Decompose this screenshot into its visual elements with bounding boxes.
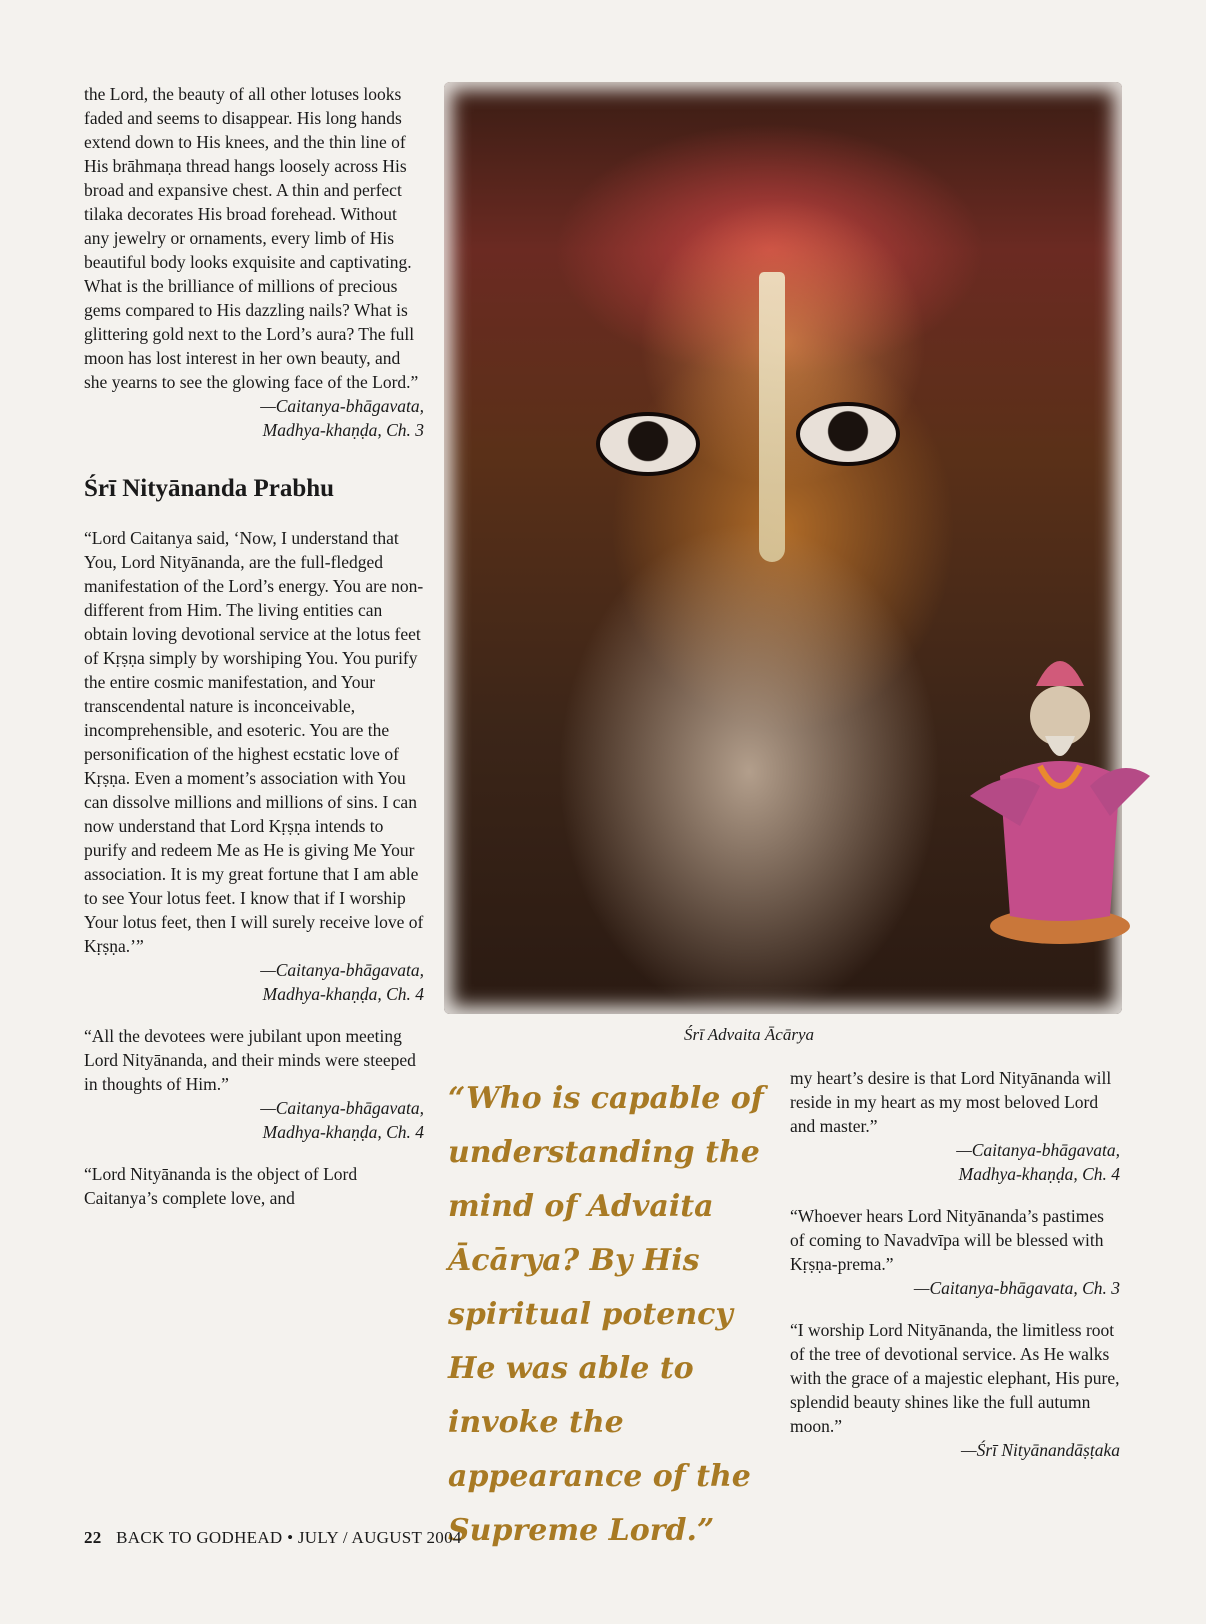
citation bbox=[790, 1276, 1120, 1300]
citation bbox=[84, 958, 424, 1006]
issue-date: JULY / AUGUST 2004 bbox=[297, 1528, 462, 1547]
left-column bbox=[84, 82, 424, 1210]
article-paragraph: “Lord Nityānanda is the object of Lord Caitanya’s complete love, and bbox=[84, 1164, 358, 1208]
page-number: 22 bbox=[84, 1528, 102, 1547]
citation-line: —Caitanya-bhāgavata, bbox=[956, 1140, 1120, 1160]
citation-line: —Caitanya-bhāgavata, bbox=[260, 960, 424, 980]
article-paragraph: “Whoever hears Lord Nityānanda’s pastimes of coming to Navadvīpa will be blessed with Kṛṣṇa-prema.” bbox=[790, 1206, 1104, 1274]
citation bbox=[84, 394, 424, 442]
citation-line: Madhya-khaṇḍa, Ch. 3 bbox=[262, 420, 424, 440]
citation-line: —Caitanya-bhāgavata, bbox=[260, 396, 424, 416]
section-heading: Śrī Nityānanda Prabhu bbox=[84, 475, 335, 502]
deity-eye-right bbox=[796, 402, 900, 466]
citation-line: —Śrī Nityānandāṣṭaka bbox=[961, 1440, 1120, 1460]
article-paragraph: the Lord, the beauty of all other lotuses looks faded and seems to disappear. His long hands extend down to His knees, and the thin line of His brāhmaṇa thread hangs loosely across His broad and expansive chest. A thin and perfect tilaka decorates His broad forehead. Without any jewelry or ornaments, every limb of His beautiful body looks exquisite and captivating. What is the brilliance of millions of precious gems compared to His dazzling nails? What is glittering gold next to the Lord’s aura? The full moon has lost interest in her own beauty, and she yearns to see the glowing face of the Lord.” bbox=[84, 84, 419, 392]
citation-line: —Caitanya-bhāgavata, Ch. 3 bbox=[913, 1278, 1120, 1298]
citation-line: Madhya-khaṇḍa, Ch. 4 bbox=[958, 1164, 1120, 1184]
magazine-name: BACK TO GODHEAD bbox=[116, 1528, 283, 1547]
photo-caption: Śrī Advaita Ācārya bbox=[684, 1025, 814, 1044]
article-paragraph: my heart’s desire is that Lord Nityānanda will reside in my heart as my most beloved Lord and master.” bbox=[790, 1068, 1112, 1136]
citation bbox=[790, 1438, 1120, 1462]
small-deity-figure bbox=[960, 626, 1160, 946]
footer-separator: • bbox=[287, 1528, 294, 1547]
citation bbox=[790, 1138, 1120, 1186]
pull-quote: “Who is capable of understanding the mind of Advaita Ācārya? By His spiritual potency He was able to invoke the appearance of the Supreme Lord.” bbox=[448, 1081, 764, 1548]
citation-line: Madhya-khaṇḍa, Ch. 4 bbox=[262, 1122, 424, 1142]
right-column bbox=[790, 1066, 1120, 1480]
article-paragraph: “I worship Lord Nityānanda, the limitless root of the tree of devotional service. As He walks with the grace of a majestic elephant, His pure, splendid beauty shines like the full autumn moon.” bbox=[790, 1320, 1120, 1436]
article-paragraph: “All the devotees were jubilant upon meeting Lord Nityānanda, and their minds were steeped in thoughts of Him.” bbox=[84, 1026, 416, 1094]
deity-eye-left bbox=[596, 412, 700, 476]
citation bbox=[84, 1096, 424, 1144]
article-paragraph: “Lord Caitanya said, ‘Now, I understand that You, Lord Nityānanda, are the full-fledged manifestation of the Lord’s energy. You are non-different from Him. The living entities can obtain loving devotional service at the lotus feet of Kṛṣṇa simply by worshiping You. You purify the entire cosmic manifestation, and Your transcendental nature is inconceivable, incomprehensible, and esoteric. You are the personification of the highest ecstatic love of Kṛṣṇa. Even a moment’s association with You can dissolve millions and millions of sins. I can now understand that Lord Kṛṣṇa intends to purify and redeem Me as He is giving Me Your association. It is my great fortune that I am able to see Your lotus feet. I know that if I worship Your lotus feet, then I will surely receive love of Kṛṣṇa.’” bbox=[84, 528, 424, 956]
page-footer bbox=[84, 1528, 462, 1548]
tilaka-mark bbox=[759, 272, 785, 562]
citation-line: Madhya-khaṇḍa, Ch. 4 bbox=[262, 984, 424, 1004]
citation-line: —Caitanya-bhāgavata, bbox=[260, 1098, 424, 1118]
